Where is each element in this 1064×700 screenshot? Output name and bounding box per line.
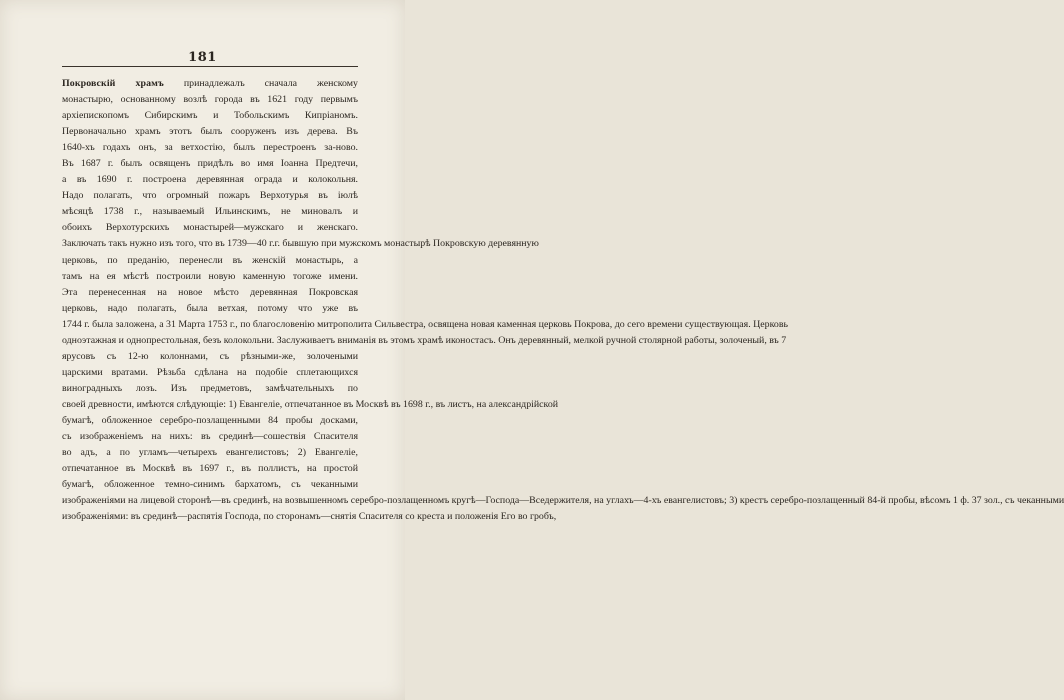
text-line: Эта перенесенная на новое мѣсто деревянная Покровская: [62, 286, 358, 298]
body-text: [62, 76, 1064, 525]
page-number: 181: [188, 50, 217, 65]
text-line: Надо полагать, что огромный пожаръ Верхотурья въ іюлѣ: [62, 190, 358, 202]
text-line: 1744 г. была заложена, а 31 Марта 1753 г., по благословенію митрополита Сильвестра, освящена новая каменная церковь Покрова, до сего времени существующая. Церковь: [62, 318, 789, 330]
header-rule: [62, 66, 358, 67]
text-line: церковь, надо полагать, была ветхая, потому что уже въ: [62, 302, 358, 314]
text-line: бумагѣ, обложенное серебро-позлащенными 84 пробы досками,: [62, 414, 358, 426]
text-line: архіепископомъ Сибирскимъ и Тобольскимъ Кипріаномъ.: [62, 110, 358, 122]
text-line: церковь, по преданію, перенесли въ женскій монастырь, а: [62, 254, 358, 266]
text-line: бумагѣ, обложенное темно-синимъ бархатомъ, съ чеканными: [62, 479, 358, 491]
text-line: съ изображеніемъ на нихъ: въ срединѣ—сошествія Спасителя: [62, 431, 358, 443]
text-line: во адъ, а по угламъ—четырехъ евангелистовъ; 2) Евангеліе,: [62, 447, 358, 459]
text-line: обоихъ Верхотурскихъ монастырей—мужскаго и женскаго.: [62, 222, 358, 234]
text-line: отпечатанное въ Москвѣ въ 1697 г., въ поллистъ, на простой: [62, 463, 358, 475]
paragraph-lead: Покровскій храмъ: [62, 78, 164, 89]
text-line: одноэтажная и однопрестольная, безъ колокольни. Заслуживаетъ вниманія въ этомъ храмѣ иконостасъ. Онъ деревянный, мелкой ручной столярной работы, золоченый, въ 7: [62, 334, 787, 346]
text-line: а въ 1690 г. построена деревянная ограда и колокольня.: [62, 174, 358, 186]
text-line: виноградныхъ лозъ. Изъ предметовъ, замѣчательныхъ по: [62, 382, 358, 394]
text-line: своей древности, имѣются слѣдующіе: 1) Евангеліе, отпечатанное въ Москвѣ въ 1698 г., въ листъ, на александрійской: [62, 398, 559, 410]
text-line: монастырю, основанному возлѣ города въ 1621 году первымъ: [62, 94, 358, 106]
text-line: [62, 76, 358, 92]
text-line: 1640-хъ годахъ онъ, за ветхостію, былъ перестроенъ за-ново.: [62, 142, 358, 154]
text-line: Въ 1687 г. былъ освященъ придѣлъ во имя Іоанна Предтечи,: [62, 158, 358, 170]
text-line: Заключать такъ нужно изъ того, что въ 1739—40 г.г. бывшую при мужскомъ монастырѣ Покровскую деревянную: [62, 238, 539, 250]
text-line: тамъ на ея мѣстѣ построили новую каменную тогоже имени.: [62, 270, 358, 282]
text-line: изображеніями на лицевой сторонѣ—въ срединѣ, на возвышенномъ серебро-позлащенномъ кругѣ—Господа—Вседержителя, на углахъ—4-хъ евангелистовъ; 3) крестъ серебро-позлащенный 84-й пробы, вѣсомъ 1 ф. 37 зол., съ чеканными: [62, 495, 1064, 507]
text-line: изображеніями: въ срединѣ—распятія Господа, по сторонамъ—снятія Спасителя со креста и положенія Его во гробъ,: [62, 511, 557, 523]
text-line: ярусовъ съ 12-ю колоннами, съ рѣзными-же, золочеными: [62, 350, 358, 362]
text-line: Первоначально храмъ этотъ былъ сооруженъ изъ дерева. Въ: [62, 126, 358, 138]
text-line-content: принадлежалъ сначала женскому: [163, 78, 358, 89]
text-line: царскими вратами. Рѣзьба сдѣлана на подобіе сплетающихся: [62, 366, 358, 378]
text-line: мѣсяцѣ 1738 г., называемый Ильинскимъ, не миновалъ и: [62, 206, 358, 218]
